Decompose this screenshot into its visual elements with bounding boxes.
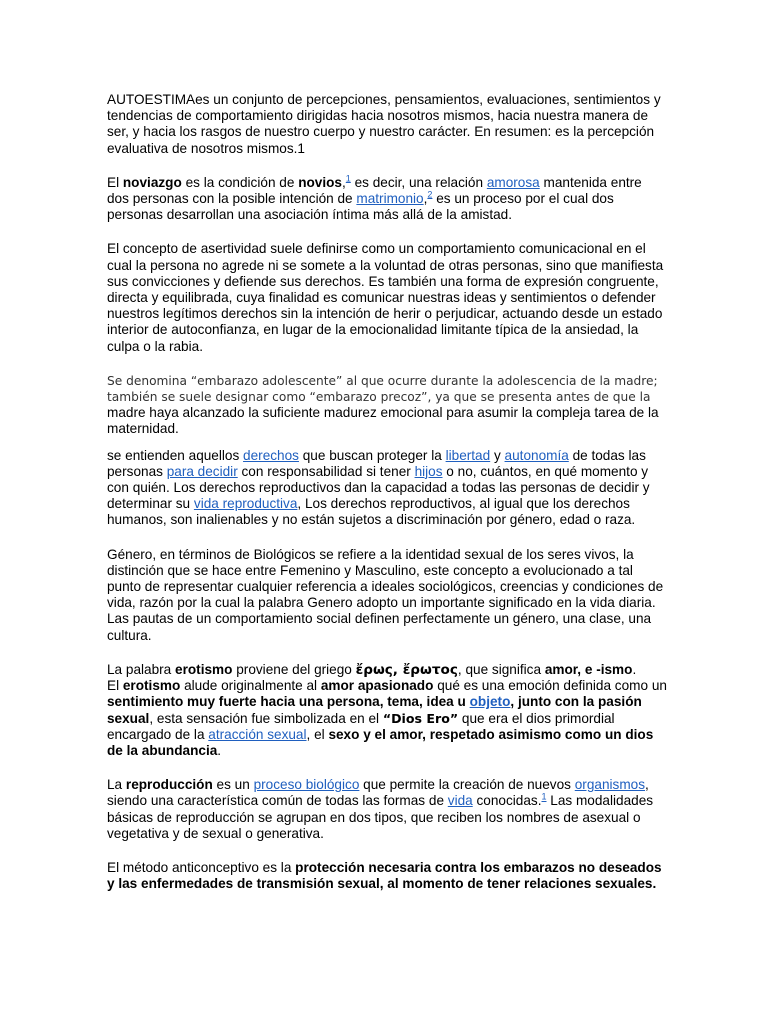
text-run: conocidas.	[472, 793, 542, 809]
paragraph-reproduccion	[107, 777, 667, 842]
paragraph-erotismo	[107, 662, 667, 759]
text-run: es la condición de	[181, 174, 299, 190]
document-page	[107, 92, 667, 910]
footnote-link-2[interactable]: 2	[427, 189, 433, 200]
text-run: alude originalmente al	[180, 678, 321, 694]
text-run: qué es una emoción definida como un	[433, 678, 667, 694]
bold-term-novios: novios	[298, 174, 342, 190]
link-atraccion-sexual[interactable]: atracción sexual	[208, 726, 307, 742]
text-run: se entienden aquellos	[107, 447, 244, 463]
text-run: .	[217, 742, 222, 758]
link-proceso-biologico[interactable]: proceso biológico	[253, 777, 360, 793]
text-run: La	[107, 777, 126, 793]
text-run: , esta sensación fue simbolizada en el	[149, 710, 383, 726]
bold-term-erotismo: erotismo	[175, 661, 233, 677]
genero-text: Género, en términos de Biológicos se refiere a la identidad sexual de los seres vivos, la distinción que se hace entre Femenino y Masculino, este concepto a evolucionado a tal punto de representar cualquier referencia a ideales sociológicos, creencias y condiciones de vida, razón por la cual la palabra Genero adopto un importante significado en la vida diaria. Las pautas de un comportamiento social definen perfectamente un género, una clase, una cultura.	[107, 546, 664, 643]
bold-quote-dios-ero: “Dios Ero”	[382, 710, 459, 726]
text-run: que era el dios primordial encargado de la	[107, 710, 615, 742]
bold-phrase-sentimiento: sentimiento muy fuerte hacia una persona, tema, idea u	[107, 694, 470, 710]
text-run: .	[632, 661, 637, 677]
paragraph-derechos-reproductivos	[107, 448, 667, 529]
footnote-link-1b[interactable]: 1	[541, 791, 547, 802]
link-amorosa[interactable]: amorosa	[486, 174, 540, 190]
text-run: El método anticonceptivo es la	[107, 859, 296, 875]
text-run: es un	[212, 777, 254, 793]
text-run: El	[107, 174, 123, 190]
paragraph-genero	[107, 547, 667, 644]
text-run: de todas las personas	[107, 447, 646, 479]
text-run: es decir, una relación	[350, 174, 487, 190]
text-run: mantenida entre dos personas con la posible intención de	[107, 174, 642, 207]
embarazo-text-part1: Se denomina “embarazo adolescente” al que ocurre durante la adolescencia de la madre; también se suele designar como “embarazo precoz”, ya que se presenta antes de que la	[107, 373, 658, 405]
link-autonomia[interactable]: autonomía	[504, 447, 569, 463]
text-run: , Los derechos reproductivos, al igual que los derechos humanos, son inalienables y no están sujetos a discriminación por género, edad o raza.	[107, 496, 636, 528]
bold-phrase-proteccion: protección necesaria contra los embarazos no deseados y las enfermedades de transmisión sexual, al momento de tener relaciones sexuales.	[107, 859, 662, 892]
embarazo-text-part2: madre haya alcanzado la suficiente madurez emocional para asumir la compleja tarea de la maternidad.	[107, 405, 659, 437]
link-objeto[interactable]: objeto	[469, 694, 511, 710]
paragraph-asertividad	[107, 241, 667, 354]
text-run: , siendo una característica común de todas las formas de	[107, 777, 649, 809]
footnote-link-1[interactable]: 1	[345, 173, 351, 184]
text-run: con responsabilidad si tener	[237, 463, 415, 479]
link-vida-reproductiva[interactable]: vida reproductiva	[193, 496, 298, 512]
text-run: o no, cuántos, en qué momento y con quién. Los derechos reproductivos dan la capacidad a todas las personas de decidir y determinar su	[107, 463, 650, 512]
paragraph-autoestima	[107, 92, 667, 157]
paragraph-anticonceptivo	[107, 860, 667, 892]
text-run: ,	[423, 191, 428, 207]
text-run: y	[490, 447, 505, 463]
bold-phrase-sexo-amor: sexo y el amor, respetado asimismo como un dios de la abundancia	[107, 726, 654, 758]
bold-phrase-pasion-sexual: , junto con la pasión sexual	[107, 694, 642, 726]
paragraph-embarazo	[107, 373, 667, 438]
text-run: que buscan proteger la	[298, 447, 446, 463]
text-run: El	[107, 678, 123, 694]
link-para-decidir[interactable]: para decidir	[166, 463, 238, 479]
bold-term-erotismo-2: erotismo	[122, 678, 181, 694]
paragraph-noviazgo	[107, 175, 667, 224]
text-run: La palabra	[107, 661, 176, 677]
link-derechos[interactable]: derechos	[243, 447, 299, 463]
text-run: , que significa	[457, 661, 545, 677]
bold-term-amor-apasionado: amor apasionado	[320, 678, 434, 694]
asertividad-text: El concepto de asertividad suele definirse como un comportamiento comunicacional en el cual la persona no agrede ni se somete a la voluntad de otras personas, sino que manifiesta sus convicciones y defiende sus derechos. Es también una forma de expresión congruente, directa y equilibrada, cuya finalidad es comunicar nuestras ideas y sentimientos o defender nuestros legítimos derechos sin la intención de herir o perjudicar, actuando desde un estado interior de autoconfianza, en lugar de la emocionalidad limitante típica de la ansiedad, la culpa o la rabia.	[107, 241, 664, 354]
link-vida[interactable]: vida	[447, 793, 473, 809]
link-hijos[interactable]: hijos	[414, 463, 443, 479]
greek-word: ἔρως, ἔρωτος	[355, 661, 458, 678]
text-run: proviene del griego	[232, 661, 356, 677]
autoestima-text: AUTOESTIMAes un conjunto de percepciones, pensamientos, evaluaciones, sentimientos y tendencias de comportamiento dirigidas hacia nosotros mismos, hacia nuestra manera de ser, y hacia los rasgos de nuestro cuerpo y nuestro carácter. En resumen: es la percepción evaluativa de nosotros mismos.1	[107, 92, 661, 156]
bold-term-noviazgo: noviazgo	[122, 174, 182, 190]
text-run: ,	[342, 174, 346, 190]
bold-term-amor-ismo: amor, e -ismo	[544, 661, 633, 677]
bold-term-reproduccion: reproducción	[125, 777, 213, 793]
link-libertad[interactable]: libertad	[445, 447, 491, 463]
link-matrimonio[interactable]: matrimonio	[356, 191, 424, 207]
text-run: , el	[306, 726, 329, 742]
text-run: que permite la creación de nuevos	[359, 777, 575, 793]
text-run: es un proceso por el cual dos personas desarrollan una asociación íntima más allá de la amistad.	[107, 191, 614, 223]
text-run: Las modalidades básicas de reproducción se agrupan en dos tipos, que reciben los nombres de asexual o vegetativa y de sexual o generativa.	[107, 793, 654, 841]
link-organismos[interactable]: organismos	[574, 777, 646, 793]
